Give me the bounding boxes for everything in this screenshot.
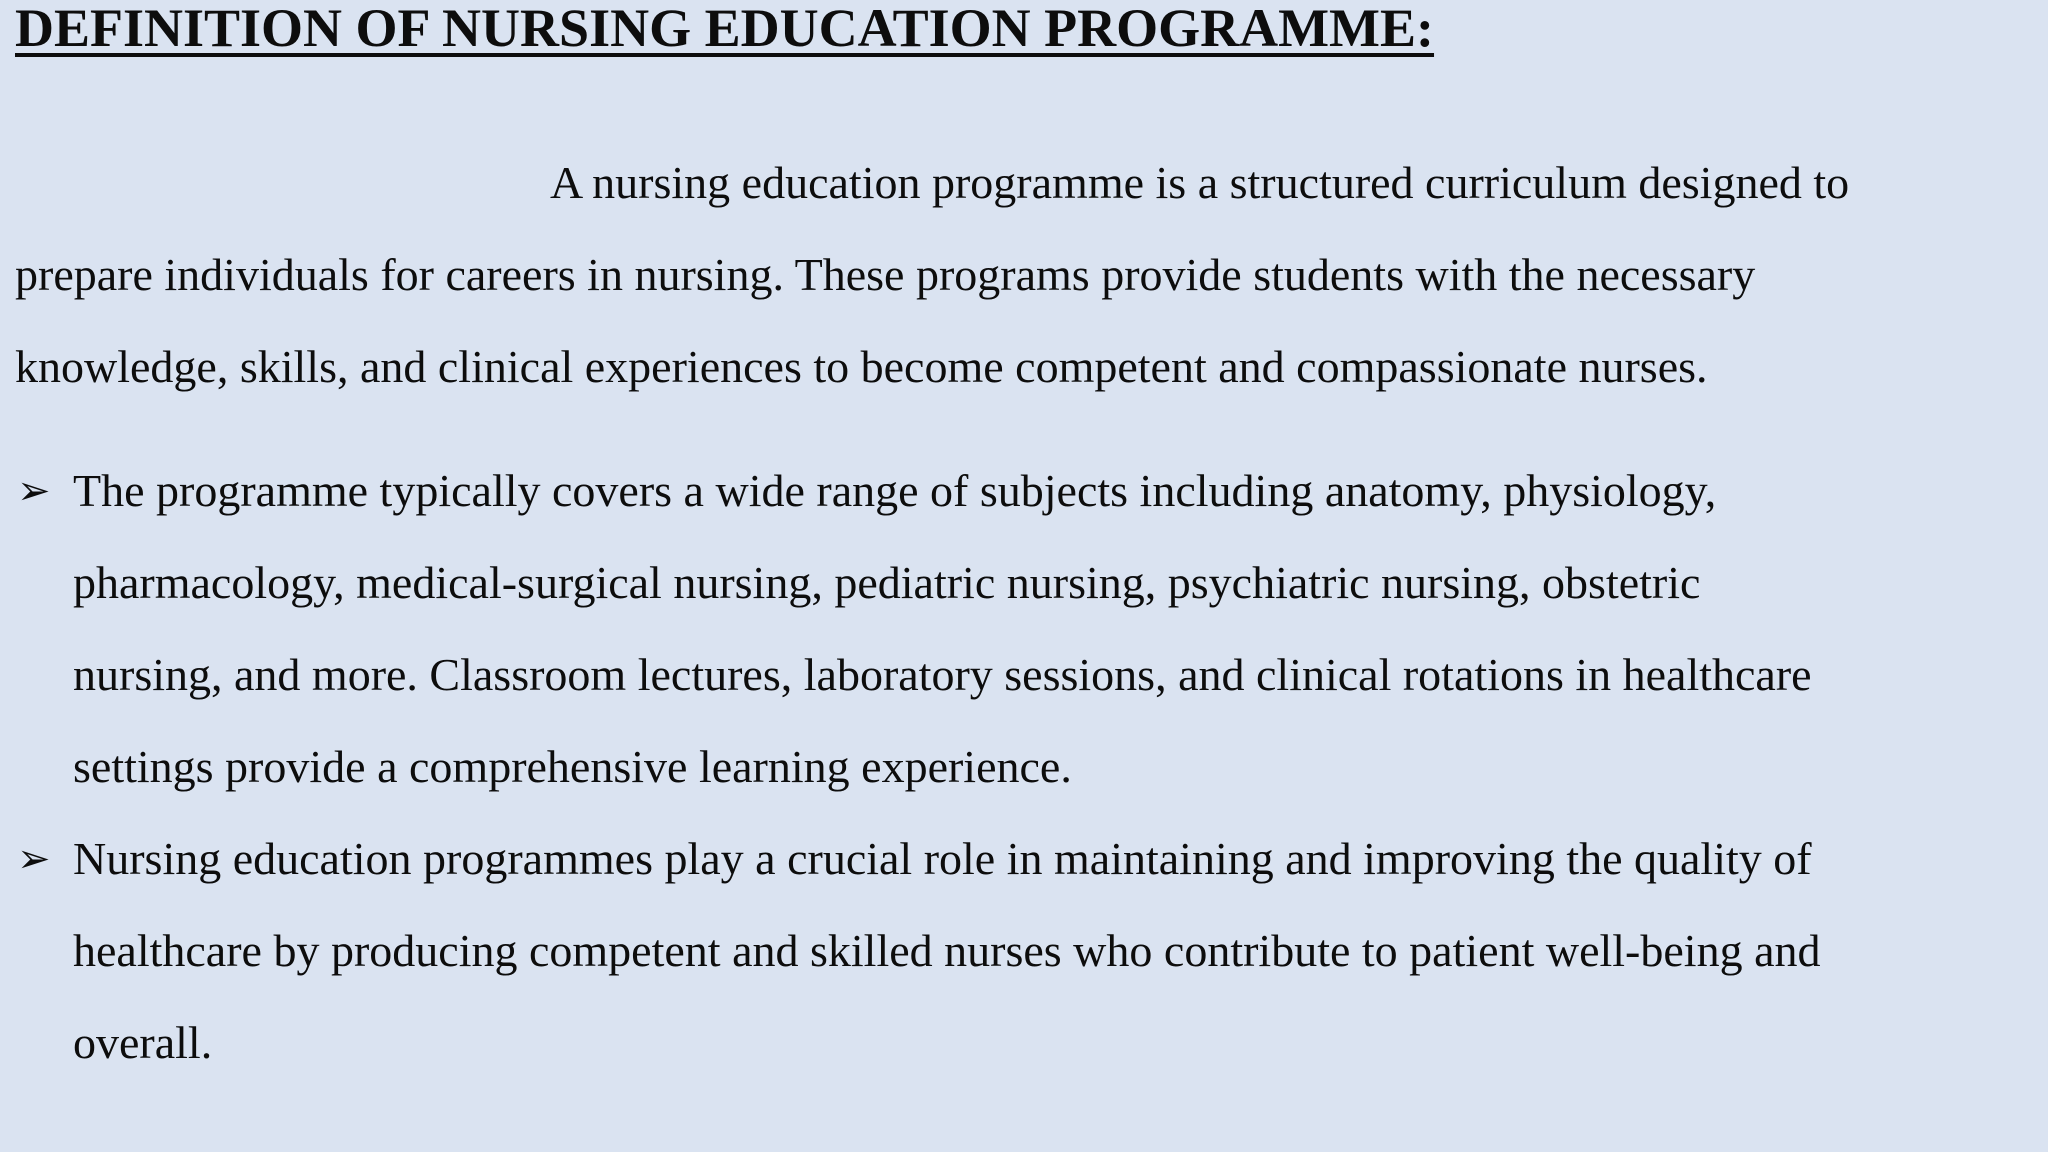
bullet-list [15,445,2035,1089]
bullet-item [15,813,2035,1089]
bullet-line: pharmacology, medical-surgical nursing, pediatric nursing, psychiatric nursing, obstetric [73,557,1701,608]
bullet-line: nursing, and more. Classroom lectures, laboratory sessions, and clinical rotations in healthcare [73,649,1812,700]
bullet-line: Nursing education programmes play a crucial role in maintaining and improving the quality of [73,833,1812,884]
slide-title: DEFINITION OF NURSING EDUCATION PROGRAMME: [15,0,1435,58]
intro-paragraph [15,137,2030,413]
bullet-item [15,445,2035,813]
arrowhead-bullet-icon: ➢ [17,468,51,514]
bullet-line: settings provide a comprehensive learning experience. [73,741,1072,792]
bullet-line: overall. [73,1017,213,1068]
bullet-line: The programme typically covers a wide range of subjects including anatomy, physiology, [73,465,1717,516]
intro-line: knowledge, skills, and clinical experiences to become competent and compassionate nurses. [15,341,1708,392]
arrowhead-bullet-icon: ➢ [17,836,51,882]
intro-line: prepare individuals for careers in nursing. These programs provide students with the necessary [15,249,1756,300]
bullet-line: healthcare by producing competent and skilled nurses who contribute to patient well-being and [73,925,1821,976]
intro-line: A nursing education programme is a structured curriculum designed to [550,157,1850,208]
